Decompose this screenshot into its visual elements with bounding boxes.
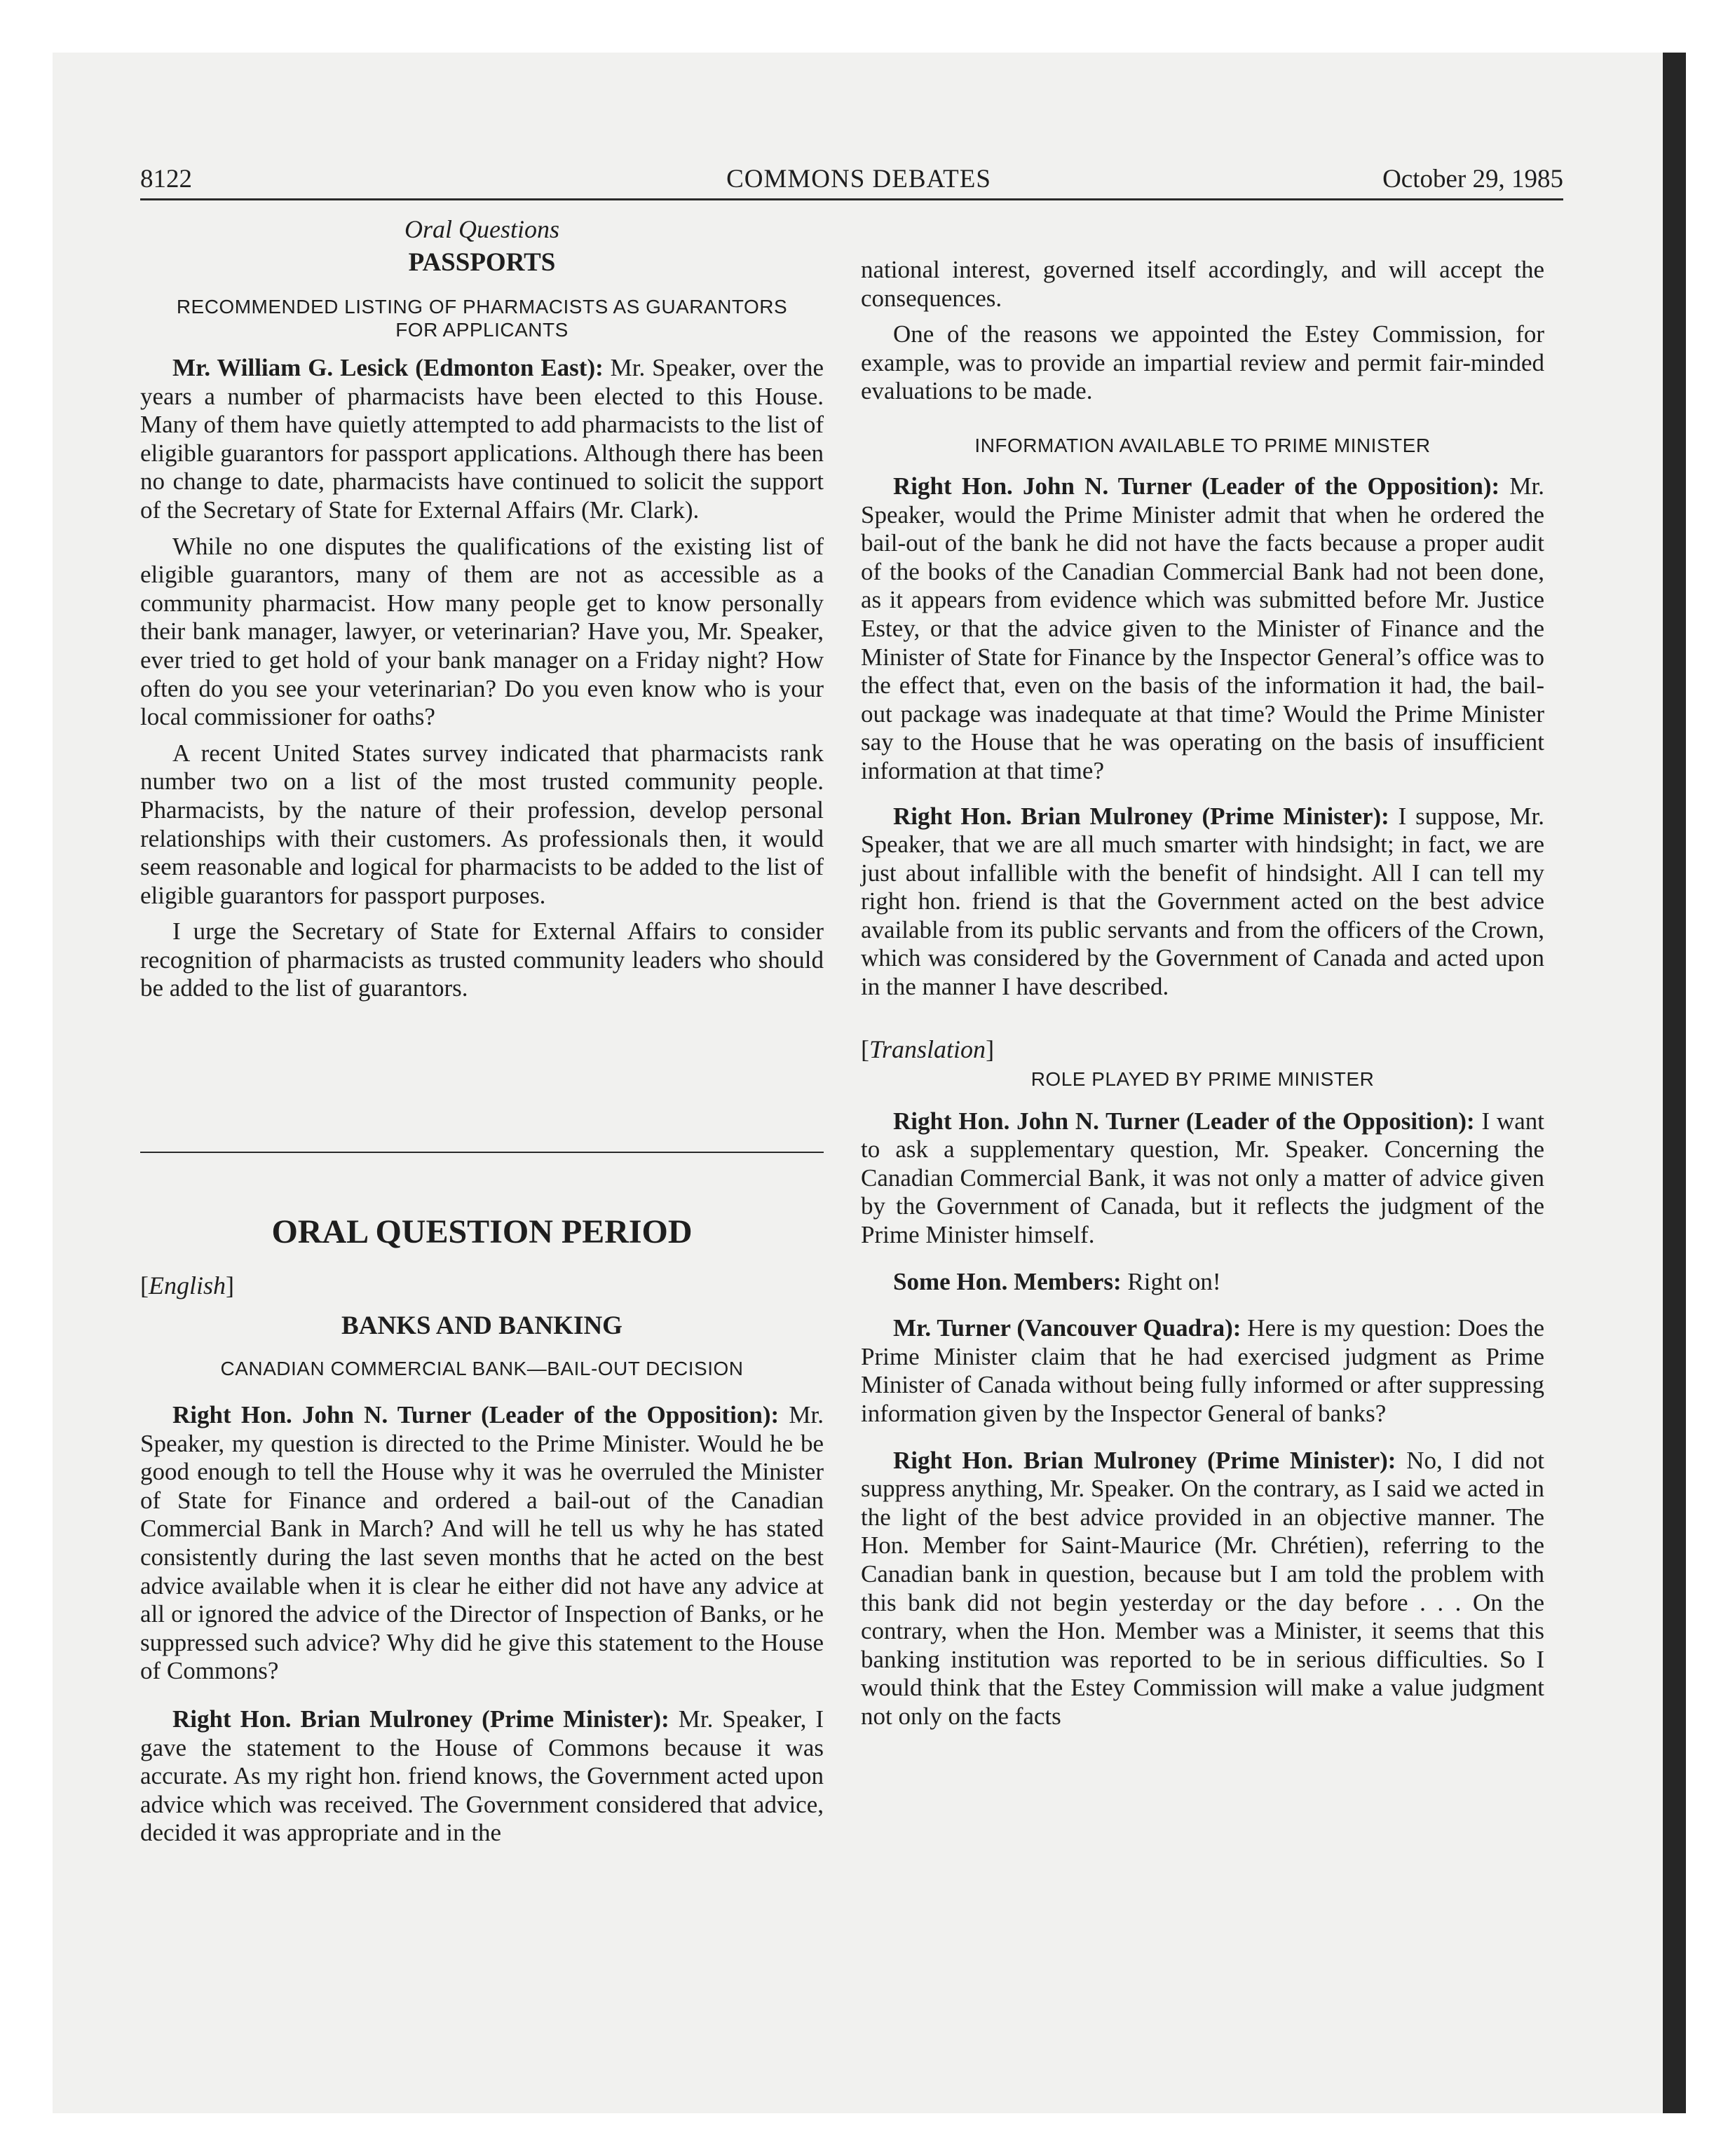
speaker-name: Right Hon. Brian Mulroney (Prime Minister): (893, 1446, 1396, 1474)
speech-text: Here is my question: Does the Prime Minister claim that he had exercised judgment as Prime Minister of Canada without being fully informed or after suppressing information given by the Inspector General of banks? (861, 1314, 1544, 1427)
language-label: Translation (869, 1035, 986, 1063)
speech-paragraph (140, 1401, 824, 1686)
language-marker: [English] (140, 1271, 235, 1299)
section-heading: BANKS AND BANKING (341, 1311, 622, 1340)
subheading: ROLE PLAYED BY PRIME MINISTER (1030, 1067, 1375, 1090)
page-number: 8122 (140, 165, 192, 193)
right-column (861, 256, 1544, 1731)
speaker-name: Right Hon. Brian Mulroney (Prime Minister): (893, 802, 1389, 830)
speech-paragraph (861, 803, 1544, 1002)
section-heading: PASSPORTS (408, 248, 556, 277)
left-column-bottom (140, 1213, 824, 1848)
header-date: October 29, 1985 (1382, 165, 1563, 193)
subheading: INFORMATION AVAILABLE TO PRIME MINISTER (974, 434, 1431, 456)
speech-paragraph (861, 472, 1544, 786)
speech-text: I suppose, Mr. Speaker, that we are all much smarter with hindsight; in fact, we are just about infallible with the benefit of hindsight. All I can tell my right hon. friend is that the Government acted on the best advice available from its public servants and from the officers of the Crown, which was considered by the Government of Canada and acted upon in the manner I have described. (861, 802, 1544, 1001)
speech-text: Right on! (1121, 1267, 1221, 1295)
speech-paragraph: A recent United States survey indicated that pharmacists rank number two on a list of the most trusted community people. Pharmacists, by the nature of their profession, develop personal relationships with their customers. As professionals then, it would seem reasonable and logical for pharmacists to be added to the list of eligible guarantors for passport purposes. (140, 739, 824, 909)
speech-paragraph: national interest, governed itself accordingly, and will accept the consequences. (861, 256, 1544, 312)
subheading: RECOMMENDED LISTING OF PHARMACISTS AS GUARANTORS FOR APPLICANTS (176, 296, 788, 341)
section-title: ORAL QUESTION PERIOD (271, 1213, 693, 1250)
speaker-name: Right Hon. Brian Mulroney (Prime Minister): (172, 1705, 669, 1733)
speech-paragraph: One of the reasons we appointed the Estey Commission, for example, was to provide an impartial review and permit fair-minded evaluations to be made. (861, 320, 1544, 405)
speech-text: I want to ask a supplementary question, Mr. Speaker. Concerning the Canadian Commercial Bank, it was not only a matter of advice given by the Government of Canada, but it reflects the judgment of the Prime Minister himself. (861, 1107, 1544, 1249)
subheading: CANADIAN COMMERCIAL BANK—BAIL-OUT DECISION (220, 1358, 744, 1379)
section-divider (140, 1152, 824, 1153)
speech-paragraph (861, 1107, 1544, 1250)
speaker-name: Right Hon. John N. Turner (Leader of the Opposition): (893, 1107, 1475, 1135)
language-marker: [Translation] (861, 1035, 995, 1063)
language-label: English (149, 1271, 226, 1299)
speech-paragraph: I urge the Secretary of State for External Affairs to consider recognition of pharmacists as trusted community leaders who should be added to the list of guarantors. (140, 917, 824, 1002)
speech-text: No, I did not suppress anything, Mr. Speaker. On the contrary, as I said we acted in the light of the best advice provided in an objective manner. The Hon. Member for Saint-Maurice (Mr. Chrétien), referring to the Canadian bank in question, because but I am told the problem with this bank did not begin yesterday or the day before . . . On the contrary, when the Hon. Member was a Minister, it seems that this banking institution was reported to be in serious difficulties. So I would think that the Estey Commission will make a value judgment not only on the facts (861, 1446, 1544, 1730)
running-head: COMMONS DEBATES (726, 165, 991, 193)
left-column-top (140, 214, 824, 1003)
speech-paragraph (861, 1314, 1544, 1428)
speech-text: Mr. Speaker, would the Prime Minister admit that when he ordered the bail-out of the bank he did not have the facts because a proper audit of the books of the Canadian Commercial Bank had not been done, as it appears from evidence which was submitted before Mr. Justice Estey, or that the advice given to the Minister of Finance and the Minister of State for Finance by the Inspector General’s office was to the effect that, even on the basis of the information it had, the bail-out package was inadequate at that time? Would the Prime Minister say to the House that he was operating on the basis of insufficient information at that time? (861, 472, 1544, 784)
header-rule (140, 198, 1563, 200)
speech-paragraph: While no one disputes the qualifications of the existing list of eligible guarantors, many of them are not as accessible as a community pharmacist. How many people get to know personally their bank manager, lawyer, or veterinarian? Have you, Mr. Speaker, ever tried to get hold of your bank manager on a Friday night? How often do you see your veterinarian? Do you even know who is your local commissioner for oaths? (140, 532, 824, 731)
speech-paragraph (861, 1268, 1544, 1297)
speaker-name: Mr. Turner (Vancouver Quadra): (893, 1314, 1241, 1342)
speech-text: Mr. Speaker, my question is directed to the Prime Minister. Would he be good enough to tell the House why it was he overruled the Minister of State for Finance and ordered a bail-out of the Canadian Commercial Bank in March? And will he tell us why he has stated consistently during the last seven months that he acted on the best advice available when it is clear he either did not have any advice at all or ignored the advice of the Director of Inspection of Banks, or he suppressed such advice? Why did he give this statement to the House of Commons? (140, 1401, 824, 1685)
speaker-name: Right Hon. John N. Turner (Leader of the Opposition): (172, 1401, 780, 1428)
speech-text: Mr. Speaker, over the years a number of pharmacists have been elected to this House. Many of them have quietly attempted to add pharmacists to the list of eligible guarantors for passport applications. Although there has been no change to date, pharmacists have continued to solicit the support of the Secretary of State for External Affairs (Mr. Clark). (140, 354, 824, 524)
speech-paragraph (861, 1447, 1544, 1731)
speaker-name: Some Hon. Members: (893, 1267, 1122, 1295)
binding-edge (1663, 53, 1686, 2113)
speech-paragraph (140, 1705, 824, 1848)
speech-paragraph (140, 354, 824, 525)
speaker-name: Mr. William G. Lesick (Edmonton East): (172, 354, 604, 381)
rubric: Oral Questions (404, 215, 559, 243)
speech-text: Mr. Speaker, I gave the statement to the House of Commons because it was accurate. As my right hon. friend knows, the Government acted upon advice which was received. The Government considered that advice, decided it was appropriate and in the (140, 1705, 824, 1847)
speaker-name: Right Hon. John N. Turner (Leader of the Opposition): (893, 472, 1500, 500)
